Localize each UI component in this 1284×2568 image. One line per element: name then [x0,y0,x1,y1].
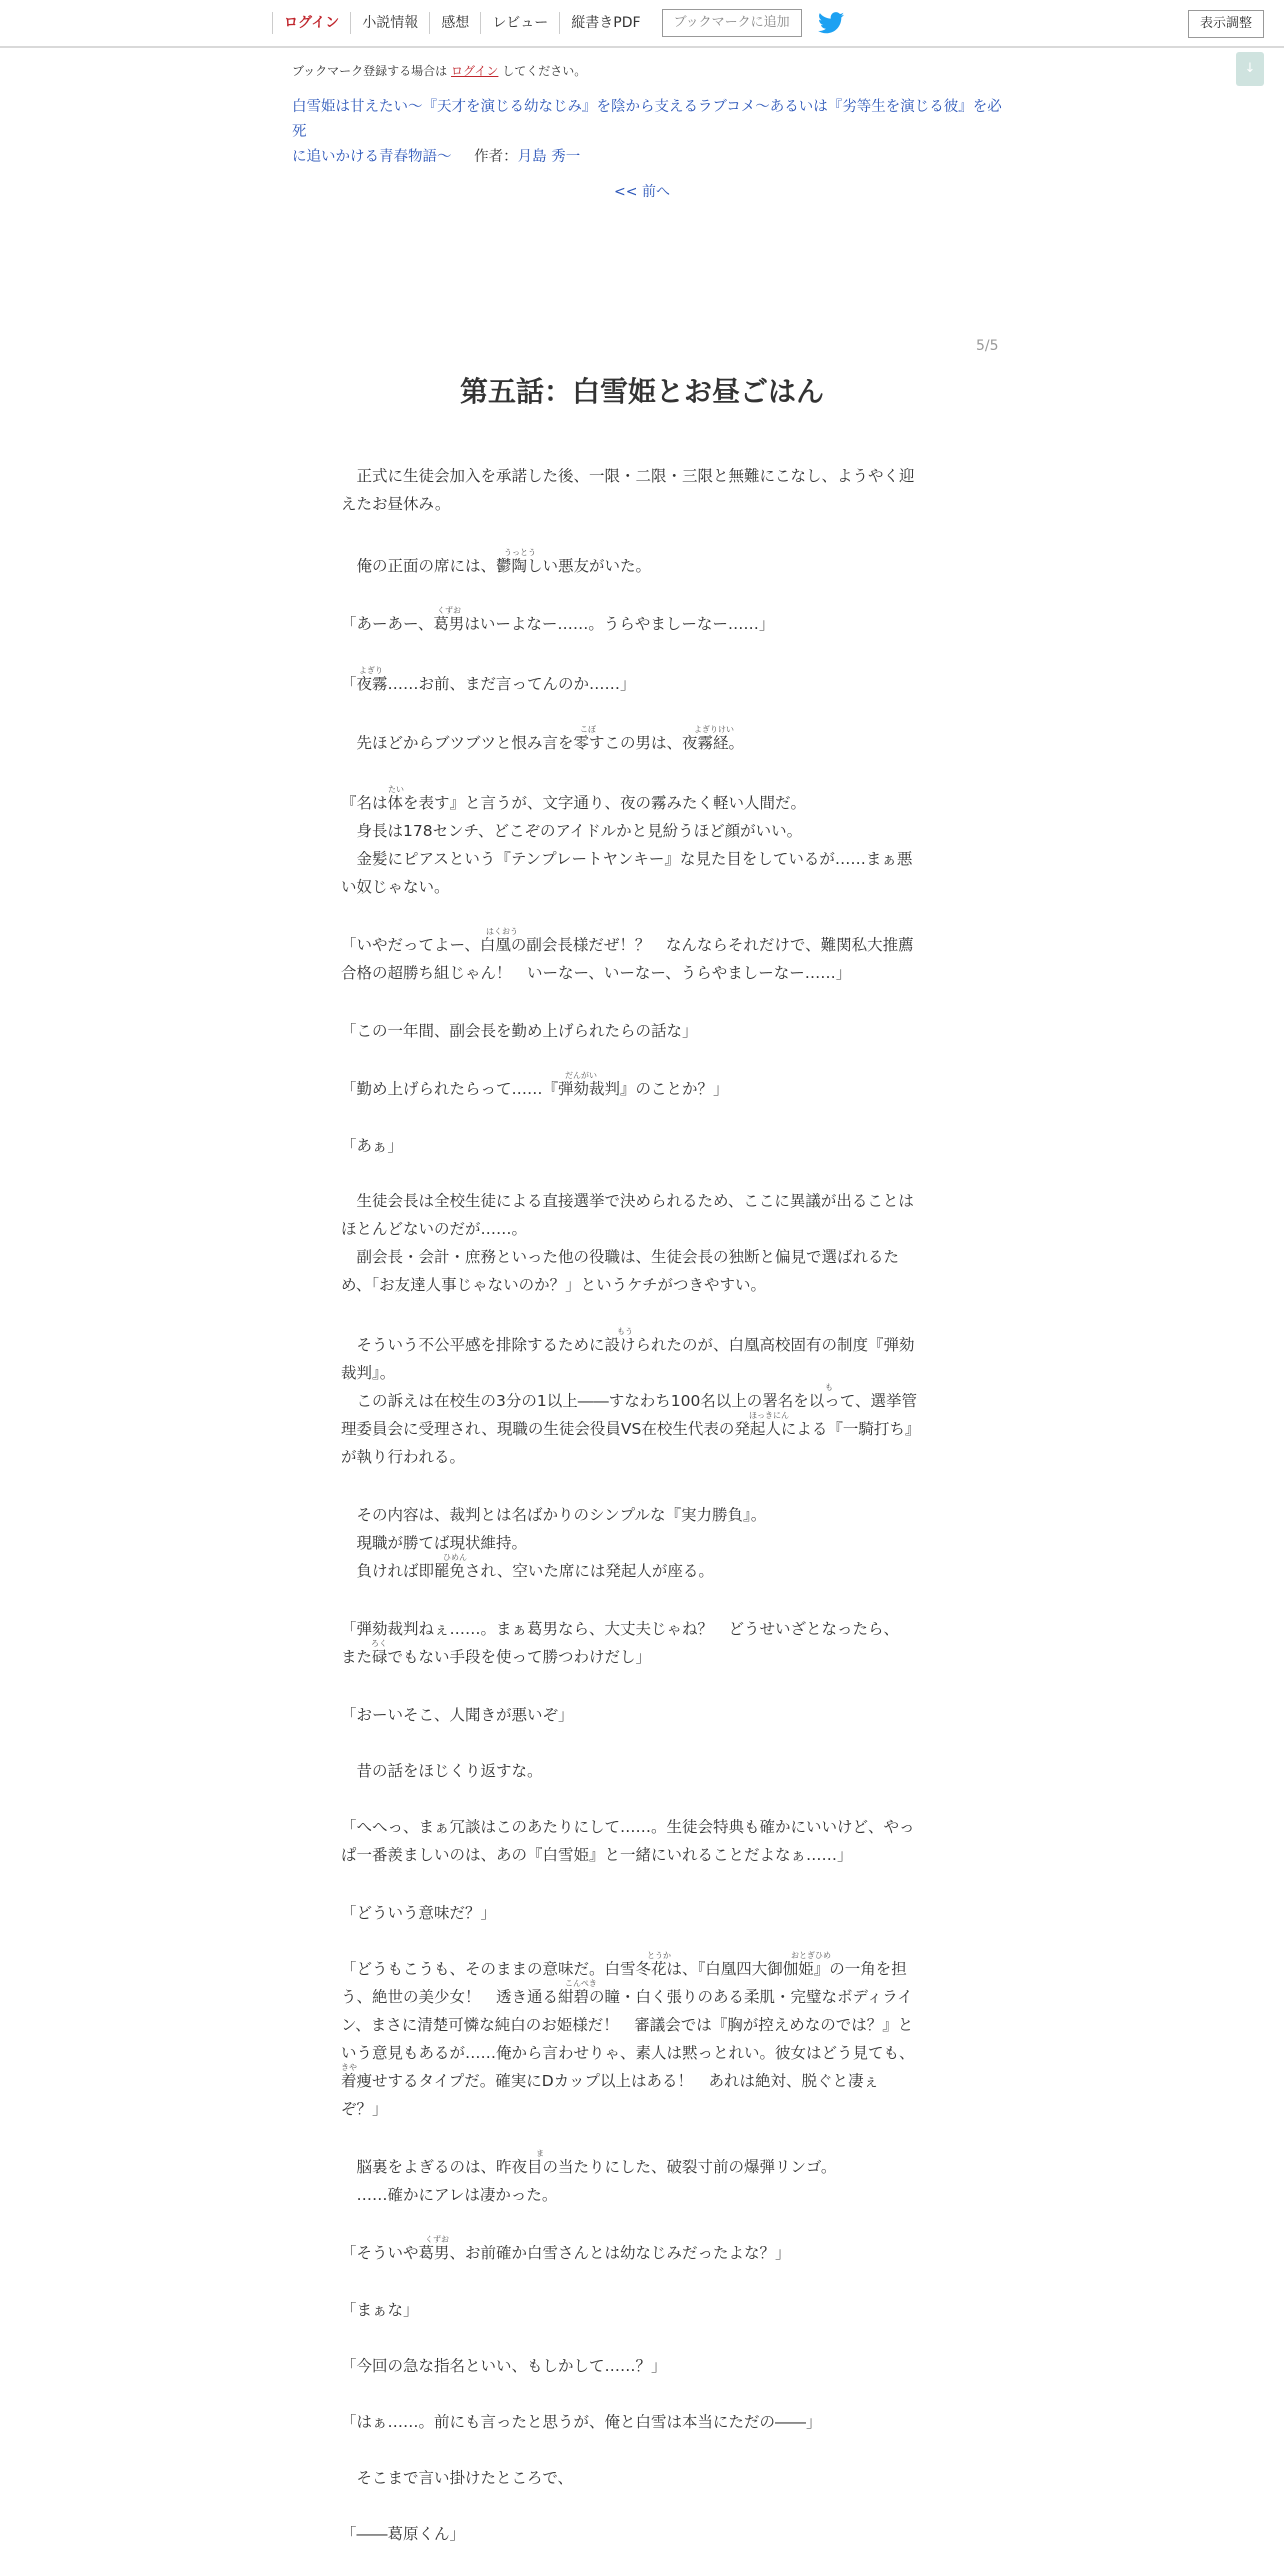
ruby-text: とうか [647,1951,671,1960]
body-line: ほとんどないのだが……。 [341,1220,528,1238]
twitter-icon[interactable] [818,12,844,34]
body-line: う、絶世の美少女！ 透き通る紺碧の瞳・白く張りのある柔肌・完璧なボディライ [341,1988,913,2006]
top-nav-links [272,0,844,46]
body-line: ン、まさに清楚可憐な純白のお姫様だ！ 審議会では『胸が控えめなのでは？』と [341,2016,914,2034]
prev-episode-link[interactable]: << 前へ [614,184,670,200]
body-line: そこまで言い掛けたところで、 [341,2469,574,2487]
body-line: 「まぁな」 [341,2301,419,2319]
ruby-text: だんがい [565,1071,597,1080]
body-line: い奴じゃない。 [341,878,450,896]
body-line: め、「お友達人事じゃないのか？」というケチがつきやすい。 [341,1276,767,1294]
body-line: 生徒会長は全校生徒による直接選挙で決められるため、ここに異議が出ることは [341,1192,914,1210]
body-line: 身長は178センチ、どこぞのアイドルかと見紛うほど顔がいい。 [341,822,803,840]
body-line: 昔の話をほじくり返すな。 [341,1762,543,1780]
novel-title [292,95,1002,170]
body-line: 「弾劾裁判ねぇ……。まぁ葛男なら、大丈夫じゃね？ どうせいざとなったら、 [341,1620,900,1638]
ruby-text: もう [617,1327,633,1336]
ruby-text: よぎり [359,666,383,675]
ruby-text: うっとう [504,548,536,557]
body-line: 裁判』。 [341,1364,396,1382]
top-navigation-bar [0,0,1284,48]
ruby-text: ろく [371,1639,387,1648]
body-line: 「へへっ、まぁ冗談はこのあたりにして……。生徒会特典も確かにいいけど、やっ [341,1818,915,1836]
body-line: ……確かにアレは凄かった。 [341,2186,558,2204]
body-line: 「はぁ……。前にも言ったと思うが、俺と白雪は本当にただの――」 [341,2413,822,2431]
add-bookmark-button[interactable]: ブックマークに追加 [662,9,802,37]
impressions-link[interactable]: 感想 [429,12,480,34]
body-line: 理委員会に受理され、現職の生徒会役員VS在校生代表の発起人による『一騎打ち』 [341,1420,921,1438]
ruby-text: ま [536,2149,544,2158]
novel-title-link-line1[interactable]: 白雪姫は甘えたい～『天才を演じる幼なじみ』を陰から支えるラブコメ～あるいは『劣等生を演じる彼』を必死 [292,99,1002,140]
down-arrow-icon: ↓ [1244,61,1256,76]
body-line: 「この一年間、副会長を勤め上げられたらの話な」 [341,1022,698,1040]
body-line: 「勤め上げられたらって……『弾劾裁判』のことか？」 [341,1080,729,1098]
author-label: 作者： [474,149,518,165]
ruby-text: はくおう [486,927,518,936]
ruby-text: きや [341,2063,357,2072]
body-line: いう意見もあるが……俺から言わせりゃ、素人は黙っとれい。彼女はどう見ても、 [341,2044,915,2062]
body-line: ぞ？」 [341,2100,388,2118]
body-line: 「そういや葛男、お前確か白雪さんとは幼なじみだったよな？」 [341,2244,791,2262]
body-line: 「夜霧……お前、まだ言ってんのか……」 [341,675,636,693]
body-line: 「あぁ」 [341,1137,403,1155]
body-line: 俺の正面の席には、鬱陶しい悪友がいた。 [341,557,652,575]
page-number: 5/5 [976,338,999,354]
body-line: この訴えは在校生の3分の1以上――すなわち100名以上の署名を以って、選挙管 [341,1392,918,1410]
chapter-title: 第五話：白雪姫とお昼ごはん [459,375,824,408]
ruby-text: たい [388,785,404,794]
ruby-text: くずお [437,606,461,615]
body-line: 合格の超勝ち組じゃん！ いーなー、いーなー、うらやましーなー……」 [341,964,852,982]
display-settings-button[interactable]: 表示調整 [1188,10,1264,38]
bookmark-note-login-link[interactable]: ログイン [451,64,499,78]
body-line: 負ければ即罷免され、空いた席には発起人が座る。 [341,1562,714,1580]
body-line: 正式に生徒会加入を承諾した後、一限・二限・三限と無難にこなし、ようやく迎 [341,467,915,485]
body-line: が執り行われる。 [341,1448,466,1466]
body-line: 着痩せするタイプだ。確実にDカップ以上はある！ あれは絶対、脱ぐと凄ぇ [341,2072,880,2090]
review-link[interactable]: レビュー [480,12,559,34]
body-line: 副会長・会計・庶務といった他の役職は、生徒会長の独断と偏見で選ばれるた [341,1248,900,1266]
author-link[interactable]: 月島 秀一 [517,149,581,165]
ruby-text: こぼ [580,725,596,734]
scroll-down-tab[interactable] [1236,52,1264,86]
body-line: また碌でもない手段を使って勝つわけだし」 [341,1648,652,1666]
body-line: 「あーあー、葛男はいーよなー……。うらやましーなー……」 [341,615,775,633]
novel-title-link-line2[interactable]: に追いかける青春物語～ [292,149,452,165]
ruby-text: も [825,1383,833,1392]
body-line: 『名は体を表す』と言うが、文字通り、夜の霧みたく軽い人間だ。 [341,794,807,812]
body-line: 現職が勝てば現状維持。 [341,1534,528,1552]
body-line: 脳裏をよぎるのは、昨夜目の当たりにした、破裂寸前の爆弾リンゴ。 [341,2158,837,2176]
body-line: ぱ一番羨ましいのは、あの『白雪姫』と一緒にいれることだよなぁ……」 [341,1846,853,1864]
ruby-text: くずお [425,2235,449,2244]
body-line: 「おーいそこ、人聞きが悪いぞ」 [341,1706,574,1724]
body-line: 「いやだってよー、白凰の副会長様だぜ！？ なんならそれだけで、難関私大推薦 [341,936,914,954]
login-link[interactable]: ログイン [272,12,350,34]
ruby-text: よぎりけい [694,725,734,734]
body-line: 「――葛原くん」 [341,2525,466,2543]
bookmark-login-note: ブックマーク登録する場合は ログイン してください。 [292,64,587,78]
body-line: 「今回の急な指名といい、もしかして……？」 [341,2357,667,2375]
body-line: その内容は、裁判とは名ばかりのシンプルな『実力勝負』。 [341,1506,767,1524]
body-line: そういう不公平感を排除するために設けられたのが、白凰高校固有の制度『弾劾 [341,1336,915,1354]
vertical-pdf-link[interactable]: 縦書きPDF [559,12,651,34]
ruby-text: こんぺき [565,1979,597,1988]
ruby-text: ほっきにん [749,1411,789,1420]
ruby-text: ひめん [443,1553,467,1562]
body-line: 「どうもこうも、そのままの意味だ。白雪冬花は、『白凰四大御伽姫』の一角を担 [341,1960,907,1978]
body-line: 金髪にピアスという『テンプレートヤンキー』な見た目をしているが……まぁ悪 [341,850,913,868]
body-line: 先ほどからブツブツと恨み言を零すこの男は、夜霧経。 [341,734,745,752]
prev-episode-nav [0,181,1284,201]
body-line: えたお昼休み。 [341,495,451,513]
ruby-text: おとぎひめ [791,1951,831,1960]
body-line: 「どういう意味だ？」 [341,1904,497,1922]
novel-info-link[interactable]: 小説情報 [350,12,429,34]
